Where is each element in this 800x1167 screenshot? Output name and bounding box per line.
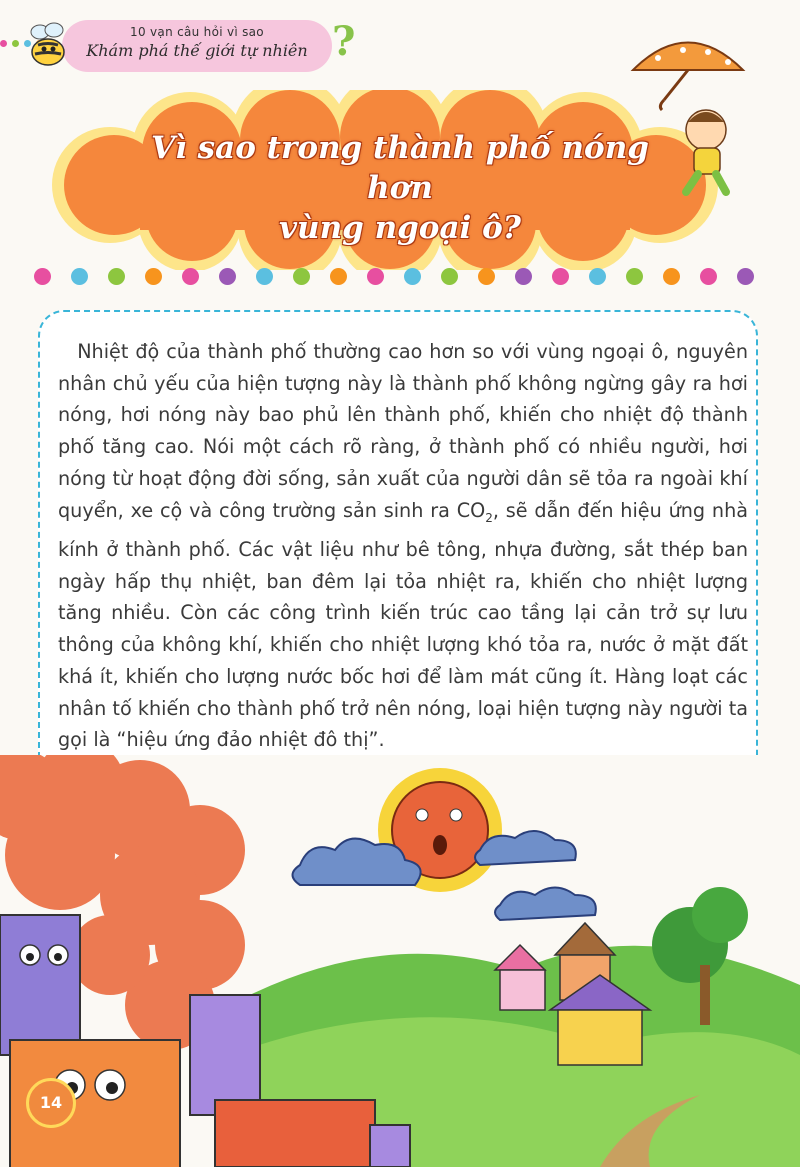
- decorative-dot-row: [22, 268, 782, 288]
- series-title: 10 vạn câu hỏi vì sao: [130, 25, 264, 39]
- series-ribbon: [62, 20, 332, 72]
- body-text-part-1: Nhiệt độ của thành phố thường cao hơn so với vùng ngoại ô, nguyên nhân chủ yếu của hiện tượng này là thành phố không ngừng gây ra hơi nóng, hơi nóng này bao phủ lên thành phố, khiến cho nhiệt độ thành phố tăng cao. Nói một cách rõ ràng, ở thành phố có nhiều người, hơi nóng từ hoạt động đời sống, sản xuất của người dân sẽ tỏa ra ngoài khí quyển, xe cộ và công trường sản sinh ra CO: [58, 340, 748, 522]
- co2-subscript: 2: [485, 510, 493, 525]
- body-paragraph: [58, 336, 748, 756]
- title-line-1: Vì sao trong thành phố nóng hơn: [151, 130, 649, 206]
- page-title: [140, 128, 660, 248]
- title-line-2: vùng ngoại ô?: [279, 210, 521, 246]
- city-heat-illustration: [0, 755, 800, 1167]
- kid-with-umbrella-illustration: [628, 40, 748, 200]
- page-number: 14: [26, 1078, 76, 1128]
- bee-icon: [22, 18, 78, 70]
- series-subtitle: Khám phá thế giới tự nhiên: [86, 41, 308, 60]
- question-mark-icon: ?: [332, 18, 356, 65]
- body-text-part-2: , sẽ dẫn đến hiệu ứng nhà kính ở thành phố. Các vật liệu như bê tông, nhựa đường, sắt thép ban ngày hấp thụ nhiệt, ban đêm lại tỏa nhiệt ra, khiến cho nhiệt lượng tăng nhiều. Còn các công trình kiến trúc cao tầng lại cản trở sự lưu thông của không khí, khiến cho nhiệt lượng khó tỏa ra, nước ở mặt đất khá ít, khiến cho lượng nước bốc hơi để làm mát cũng ít. Hàng loạt các nhân tố khiến cho thành phố trở nên nóng, loại hiện tượng này người ta gọi là “hiệu ứng đảo nhiệt đô thị”.: [58, 498, 749, 752]
